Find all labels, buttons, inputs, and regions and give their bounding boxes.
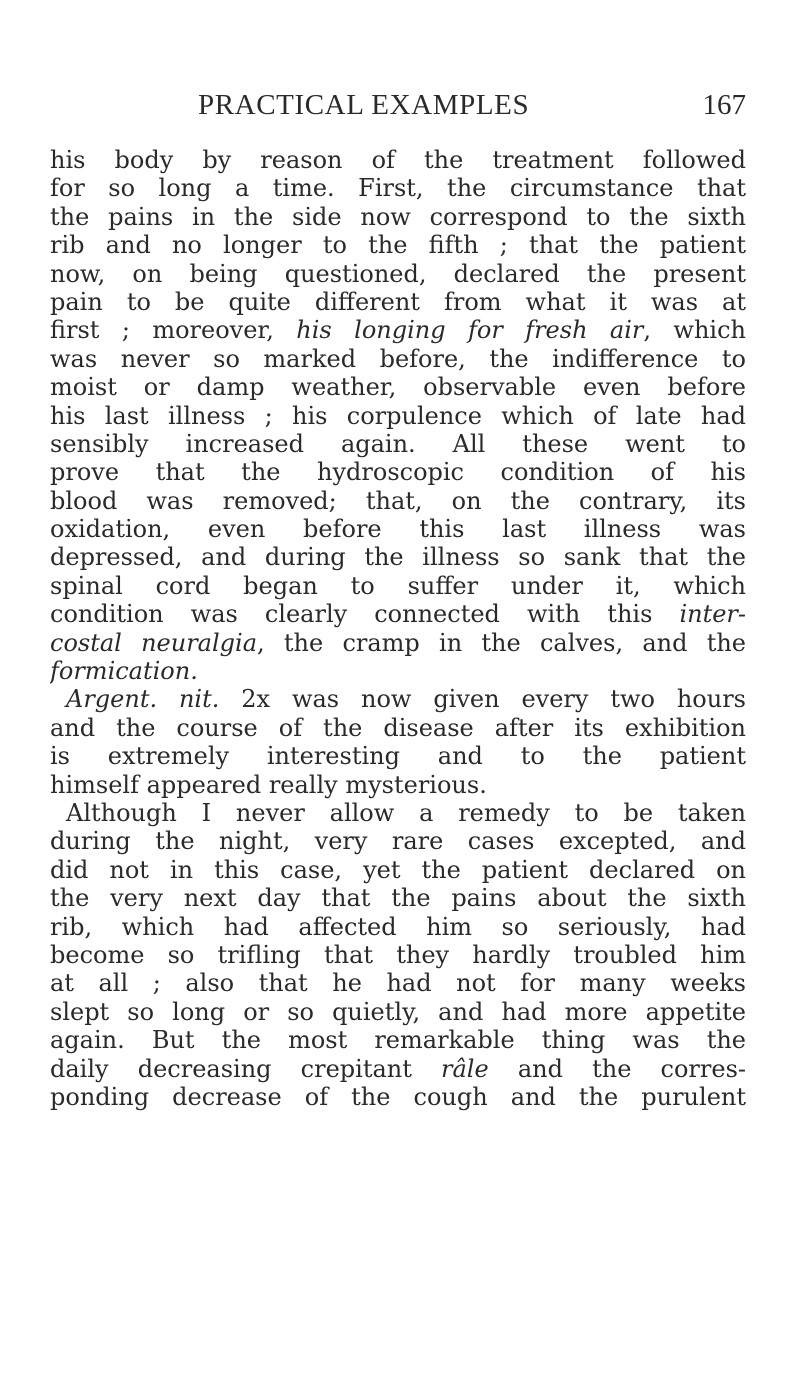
text-line (50, 742, 746, 770)
text-line (50, 657, 746, 685)
text-segment: the pains in the side now correspond to the sixth (50, 202, 746, 231)
text-line (50, 146, 746, 174)
text-line (50, 884, 746, 912)
text-line (50, 941, 746, 969)
text-segment: 2x was now given every two hours (219, 685, 746, 714)
text-segment: and the corres- (488, 1054, 746, 1083)
text-segment: moist or damp weather, observable even before (50, 373, 746, 402)
text-line (50, 487, 746, 515)
text-line (50, 771, 746, 799)
text-segment: condition was clearly connected with this (50, 600, 680, 629)
text-line (50, 913, 746, 941)
text-segment: , which (643, 316, 746, 345)
text-line (50, 430, 746, 458)
text-line (50, 685, 746, 713)
running-title: PRACTICAL EXAMPLES (198, 89, 530, 121)
italic-text: his longing for fresh air (296, 316, 644, 345)
text-line (50, 827, 746, 855)
text-line (50, 288, 746, 316)
text-line (50, 572, 746, 600)
text-segment: rib and no longer to the fifth ; that the patient (50, 231, 746, 260)
italic-text: inter- (679, 600, 746, 629)
text-segment: ponding decrease of the cough and the purulent (50, 1082, 746, 1111)
text-line (50, 316, 746, 344)
text-line (50, 1055, 746, 1083)
italic-text: formication. (50, 657, 198, 686)
text-segment: himself appeared really mysterious. (50, 770, 487, 799)
text-segment: oxidation, even before this last illness was (50, 515, 746, 544)
text-segment: the very next day that the pains about the sixth (50, 884, 746, 913)
text-segment: become so trifling that they hardly troubled him (50, 940, 746, 969)
italic-text: costal neuralgia (50, 628, 258, 657)
text-segment: spinal cord began to suffer under it, which (50, 571, 746, 600)
text-segment: depressed, and during the illness so sank that the (50, 543, 746, 572)
text-line (50, 203, 746, 231)
running-head (198, 88, 746, 128)
text-line (50, 1026, 746, 1054)
text-line (50, 856, 746, 884)
text-segment: his last illness ; his corpulence which of late had (50, 401, 746, 430)
text-segment: his body by reason of the treatment followed (50, 146, 746, 174)
text-segment: during the night, very rare cases excepted, and (50, 827, 746, 856)
text-segment: slept so long or so quietly, and had more appetite (50, 997, 746, 1026)
text-segment: and the course of the disease after its exhibition (50, 713, 746, 742)
text-segment: first ; moreover, (50, 316, 297, 345)
text-line (50, 969, 746, 997)
text-line (50, 714, 746, 742)
text-line (50, 174, 746, 202)
text-segment: for so long a time. First, the circumstance that (50, 174, 746, 203)
italic-text: Argent. nit. (66, 685, 220, 714)
text-segment: prove that the hydroscopic condition of his (50, 458, 746, 487)
italic-text: râle (441, 1054, 489, 1083)
text-segment: again. But the most remarkable thing was the (50, 1026, 746, 1055)
text-segment: at all ; also that he had not for many weeks (50, 969, 746, 998)
text-line (50, 629, 746, 657)
text-segment: Although I never allow a remedy to be taken (66, 798, 746, 827)
text-line (50, 799, 746, 827)
text-line (50, 231, 746, 259)
text-segment: now, on being questioned, declared the present (50, 259, 746, 288)
text-line (50, 458, 746, 486)
text-line (50, 260, 746, 288)
text-line (50, 998, 746, 1026)
text-segment: is extremely interesting and to the patient (50, 742, 746, 771)
text-segment: rib, which had affected him so seriously, had (50, 912, 746, 941)
text-segment: pain to be quite different from what it was at (50, 287, 746, 316)
text-segment: , the cramp in the calves, and the (257, 628, 746, 657)
text-line (50, 402, 746, 430)
page-number: 167 (702, 89, 746, 121)
text-segment: was never so marked before, the indifference to (50, 344, 746, 373)
body-text (50, 146, 746, 1111)
text-segment: sensibly increased again. All these went to (50, 429, 746, 458)
text-line (50, 515, 746, 543)
text-segment: daily decreasing crepitant (50, 1054, 442, 1083)
text-line (50, 1083, 746, 1111)
text-line (50, 600, 746, 628)
text-line (50, 543, 746, 571)
text-line (50, 373, 746, 401)
text-segment: did not in this case, yet the patient declared on (50, 855, 746, 884)
text-segment: blood was removed; that, on the contrary, its (50, 486, 746, 515)
text-line (50, 345, 746, 373)
